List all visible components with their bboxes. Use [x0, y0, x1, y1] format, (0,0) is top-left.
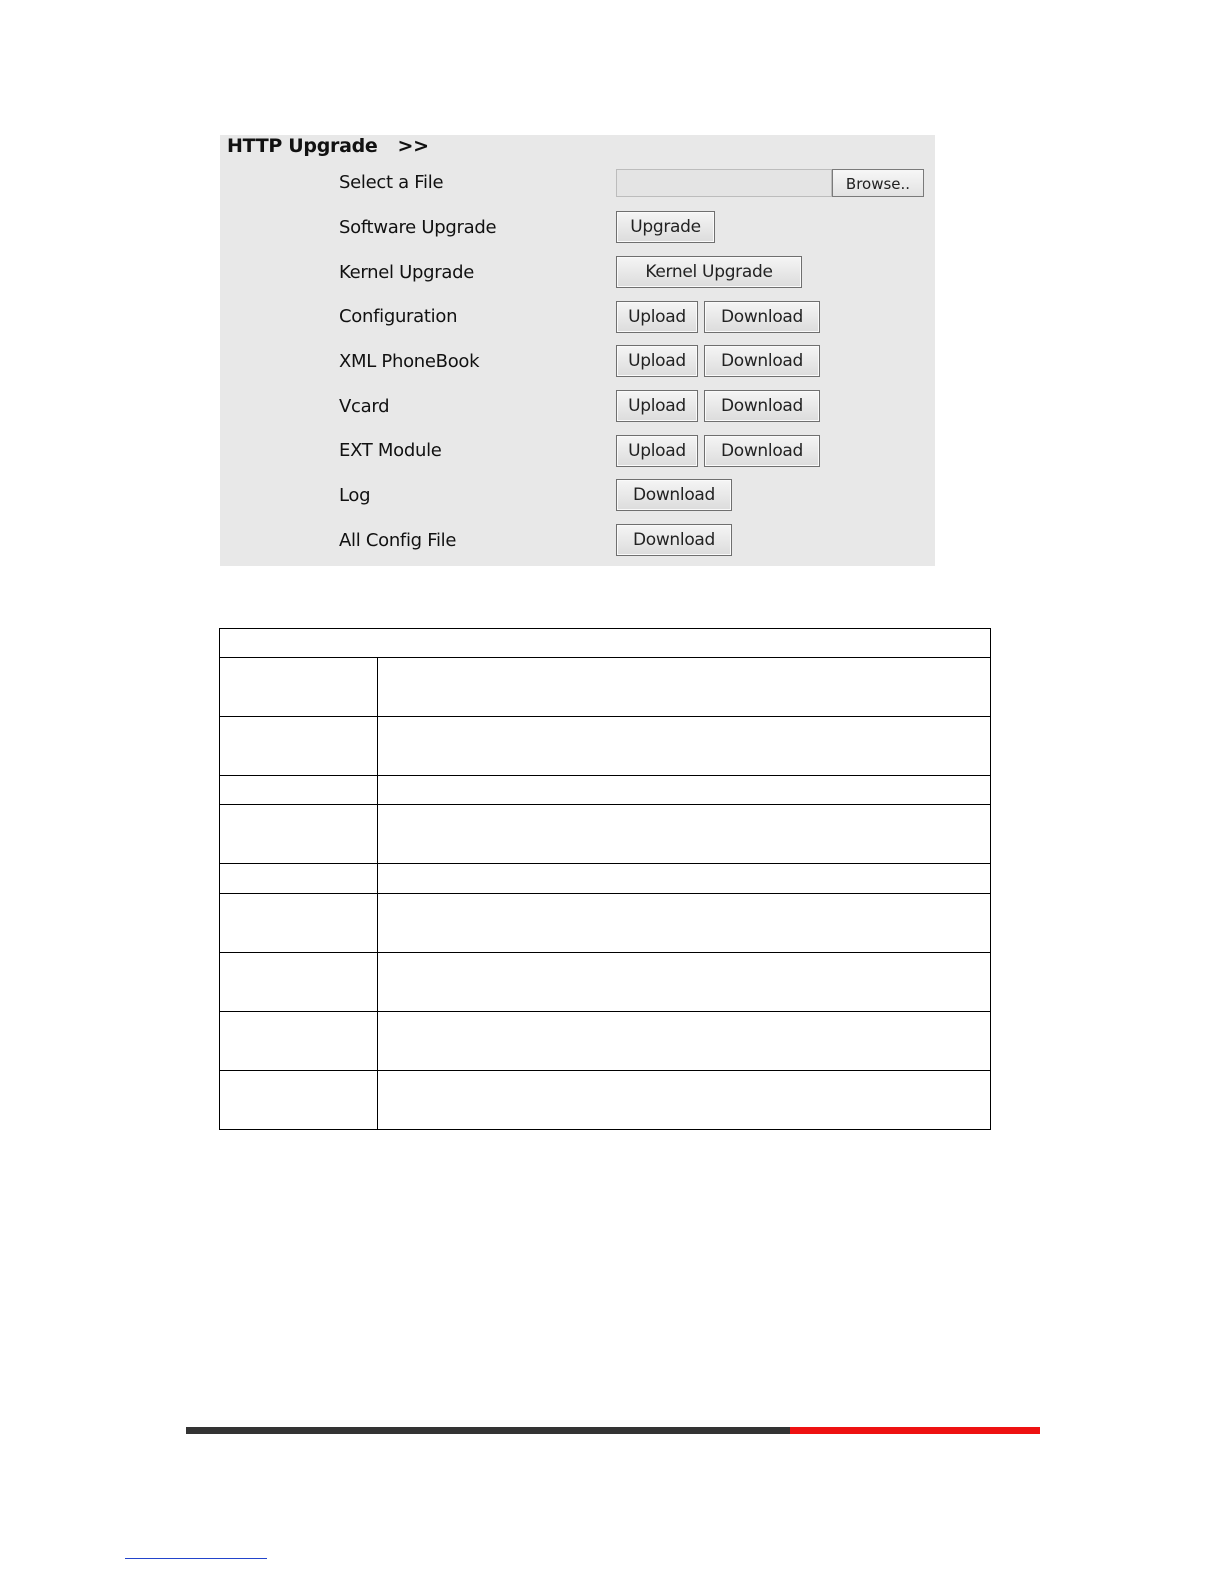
- table-row: [220, 658, 991, 717]
- xml-phonebook-upload-button[interactable]: Upload: [616, 345, 698, 377]
- table-cell: [378, 776, 991, 805]
- configuration-label: Configuration: [339, 306, 458, 327]
- footer-bar-dark: [186, 1427, 790, 1434]
- table-row: [220, 776, 991, 805]
- software-upgrade-button[interactable]: Upgrade: [616, 211, 715, 243]
- table-header-cell: [220, 629, 991, 658]
- table-cell: [220, 658, 378, 717]
- table-header-row: [220, 629, 991, 658]
- software-upgrade-label: Software Upgrade: [339, 217, 497, 238]
- table-cell: [378, 805, 991, 864]
- table-cell: [220, 1071, 378, 1130]
- table-cell: [220, 717, 378, 776]
- xml-phonebook-download-button[interactable]: Download: [704, 345, 820, 377]
- table-row: [220, 953, 991, 1012]
- table-row: [220, 717, 991, 776]
- table-cell: [220, 805, 378, 864]
- table-cell: [378, 894, 991, 953]
- table-cell: [220, 1012, 378, 1071]
- ext-module-label: EXT Module: [339, 440, 442, 461]
- panel-title-text: HTTP Upgrade: [227, 135, 378, 157]
- configuration-upload-button[interactable]: Upload: [616, 301, 698, 333]
- log-download-button[interactable]: Download: [616, 479, 732, 511]
- table-cell: [378, 1071, 991, 1130]
- table-row: [220, 864, 991, 894]
- vcard-label: Vcard: [339, 396, 390, 417]
- table-cell: [378, 717, 991, 776]
- http-upgrade-panel: [220, 135, 935, 566]
- file-path-input[interactable]: [616, 169, 832, 197]
- browse-button[interactable]: Browse..: [832, 169, 924, 197]
- table-cell: [220, 864, 378, 894]
- footer-bar-red: [790, 1427, 1040, 1434]
- table-row: [220, 1071, 991, 1130]
- footer-link-underline: [125, 1558, 267, 1559]
- all-config-file-label: All Config File: [339, 530, 457, 551]
- select-file-label: Select a File: [339, 172, 444, 193]
- table-cell: [220, 953, 378, 1012]
- panel-title-arrows: >>: [397, 135, 429, 157]
- ext-module-upload-button[interactable]: Upload: [616, 435, 698, 467]
- table-row: [220, 1012, 991, 1071]
- ext-module-download-button[interactable]: Download: [704, 435, 820, 467]
- table-row: [220, 805, 991, 864]
- xml-phonebook-label: XML PhoneBook: [339, 351, 480, 372]
- vcard-download-button[interactable]: Download: [704, 390, 820, 422]
- table-cell: [378, 658, 991, 717]
- log-label: Log: [339, 485, 371, 506]
- kernel-upgrade-label: Kernel Upgrade: [339, 262, 475, 283]
- panel-title: [227, 135, 429, 157]
- vcard-upload-button[interactable]: Upload: [616, 390, 698, 422]
- kernel-upgrade-button[interactable]: Kernel Upgrade: [616, 256, 802, 288]
- all-config-file-download-button[interactable]: Download: [616, 524, 732, 556]
- description-table: [219, 628, 991, 1130]
- table-cell: [378, 1012, 991, 1071]
- table-cell: [378, 953, 991, 1012]
- configuration-download-button[interactable]: Download: [704, 301, 820, 333]
- table-cell: [220, 776, 378, 805]
- table-cell: [220, 894, 378, 953]
- table-cell: [378, 864, 991, 894]
- table-row: [220, 894, 991, 953]
